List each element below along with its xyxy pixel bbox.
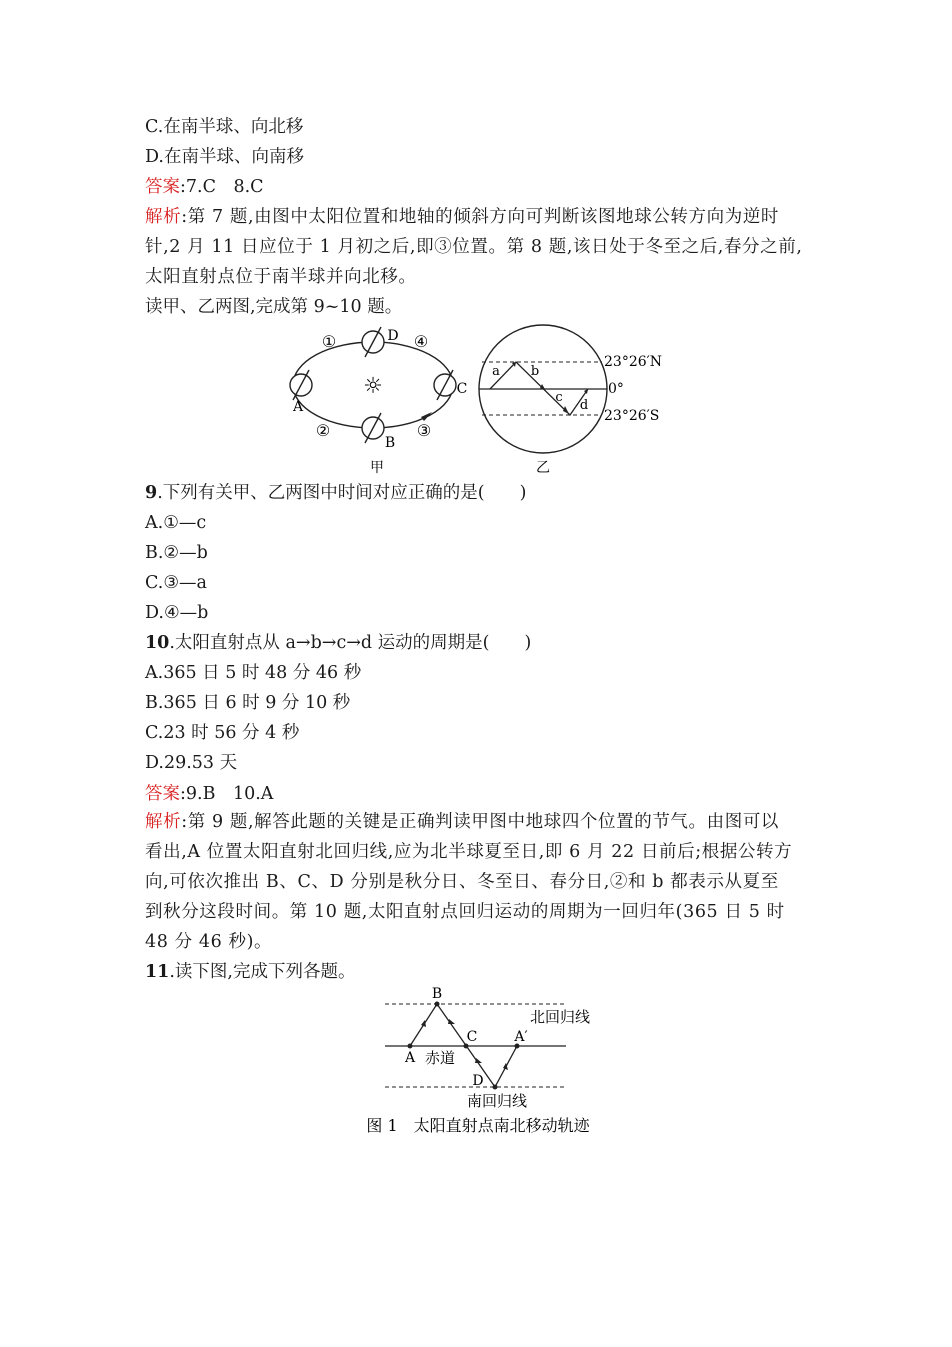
analysis-9-10-line5: 48 分 46 秒)。 xyxy=(145,932,273,952)
label-D: D xyxy=(472,1073,484,1089)
q9-number: 9 xyxy=(145,483,158,503)
sun-icon: ☼ xyxy=(363,374,383,399)
figure-yi-sun-path xyxy=(475,322,675,482)
arrow-bc xyxy=(448,1019,455,1024)
analysis-9-10-line1 xyxy=(145,807,779,837)
earth-C xyxy=(434,370,456,400)
q11-stem xyxy=(145,957,355,987)
arrow-b xyxy=(540,384,546,391)
analysis-label: 解析 xyxy=(145,207,182,227)
label-A: A xyxy=(404,1050,416,1066)
q9-option-a: A.①—c xyxy=(145,513,207,533)
q10-option-a: A.365 日 5 时 48 分 46 秒 xyxy=(145,663,362,683)
analysis-9-10-line3: 向,可依次推出 B、C、D 分别是秋分日、冬至日、春分日,②和 b 都表示从夏至 xyxy=(145,872,779,892)
analysis-9-10-line2: 看出,A 位置太阳直射北回归线,应为北半球夏至日,即 6 月 22 日前后;根据公转方 xyxy=(145,842,793,862)
analysis-7-8-line2: 针,2 月 11 日应位于 1 月初之后,即③位置。第 8 题,该日处于冬至之后,春分之前, xyxy=(145,237,803,257)
label-D: D xyxy=(387,328,399,344)
analysis-text: :第 9 题,解答此题的关键是正确判读甲图中地球四个位置的节气。由图可以 xyxy=(181,812,780,832)
answer-9-10 xyxy=(145,779,273,809)
answer-text: :9.B 10.A xyxy=(180,784,274,804)
q11-number: 11 xyxy=(145,962,170,982)
analysis-9-10-line4: 到秋分这段时间。第 10 题,太阳直射点回归运动的周期为一回归年(365 日 5 时 xyxy=(145,902,785,922)
analysis-text: :第 7 题,由图中太阳位置和地轴的倾斜方向可判断该图地球公转方向为逆时 xyxy=(181,207,780,227)
label-a: a xyxy=(492,364,500,379)
answer-label: 答案 xyxy=(145,177,180,197)
figure-1-caption: 图 1 太阳直射点南北移动轨迹 xyxy=(366,1116,590,1135)
answer-label: 答案 xyxy=(145,784,180,804)
tropic-south-label: 南回归线 xyxy=(467,1092,528,1110)
label-C: C xyxy=(456,381,468,397)
analysis-7-8-line1 xyxy=(145,202,779,232)
earth-D xyxy=(362,327,384,357)
arrow-ab xyxy=(421,1020,426,1027)
orbit-direction-arrow xyxy=(421,412,432,421)
label-c: c xyxy=(555,390,563,405)
tropic-north-label: 北回归线 xyxy=(530,1008,591,1026)
q11-stem-text: .读下图,完成下列各题。 xyxy=(169,962,356,982)
q10-option-b: B.365 日 6 时 9 分 10 秒 xyxy=(145,693,351,713)
earth-A xyxy=(290,370,312,400)
equator-label: 赤道 xyxy=(425,1049,456,1067)
q10-number: 10 xyxy=(145,633,170,653)
arrow-cd xyxy=(475,1058,482,1063)
lat-south-label: 23°26′S xyxy=(604,408,660,424)
label-A-prime: A′ xyxy=(514,1029,528,1045)
point-B xyxy=(435,1002,440,1007)
label-B: B xyxy=(431,986,443,1002)
lat-equator-label: 0° xyxy=(608,381,624,397)
label-p4: ④ xyxy=(413,332,429,351)
label-d: d xyxy=(579,398,589,413)
figure-jia-orbit xyxy=(280,322,480,482)
lat-north-label: 23°26′N xyxy=(604,354,663,370)
label-p3: ③ xyxy=(416,421,432,440)
answer-text: :7.C 8.C xyxy=(180,177,264,197)
figure-1-sun-migration xyxy=(330,982,630,1140)
caption-yi: 乙 xyxy=(536,460,550,476)
analysis-label: 解析 xyxy=(145,812,182,832)
q8-option-d: D.在南半球、向南移 xyxy=(145,147,304,167)
label-p1: ① xyxy=(321,332,337,351)
earth-B xyxy=(362,413,384,443)
answer-7-8 xyxy=(145,172,264,202)
label-b: b xyxy=(530,364,540,379)
label-p2: ② xyxy=(315,421,331,440)
label-B: B xyxy=(384,435,396,451)
q9-option-b: B.②—b xyxy=(145,543,208,563)
q9-option-d: D.④—b xyxy=(145,603,209,623)
point-A xyxy=(408,1044,413,1049)
point-D xyxy=(493,1085,498,1090)
q10-stem-text: .太阳直射点从 a→b→c→d 运动的周期是( ) xyxy=(169,633,532,653)
q10-option-d: D.29.53 天 xyxy=(145,753,238,773)
q10-option-c: C.23 时 56 分 4 秒 xyxy=(145,723,300,743)
q8-option-c: C.在南半球、向北移 xyxy=(145,117,304,137)
analysis-7-8-line3: 太阳直射点位于南半球并向北移。 xyxy=(145,267,417,287)
q10-stem xyxy=(145,628,531,658)
q9-stem-text: .下列有关甲、乙两图中时间对应正确的是( ) xyxy=(157,483,527,503)
arrow-c xyxy=(563,406,569,414)
q9-stem xyxy=(145,478,526,508)
q9-option-c: C.③—a xyxy=(145,573,207,593)
intro-9-10: 读甲、乙两图,完成第 9~10 题。 xyxy=(145,297,403,317)
caption-jia: 甲 xyxy=(370,460,384,476)
label-A: A xyxy=(292,399,304,415)
label-C: C xyxy=(466,1029,478,1045)
